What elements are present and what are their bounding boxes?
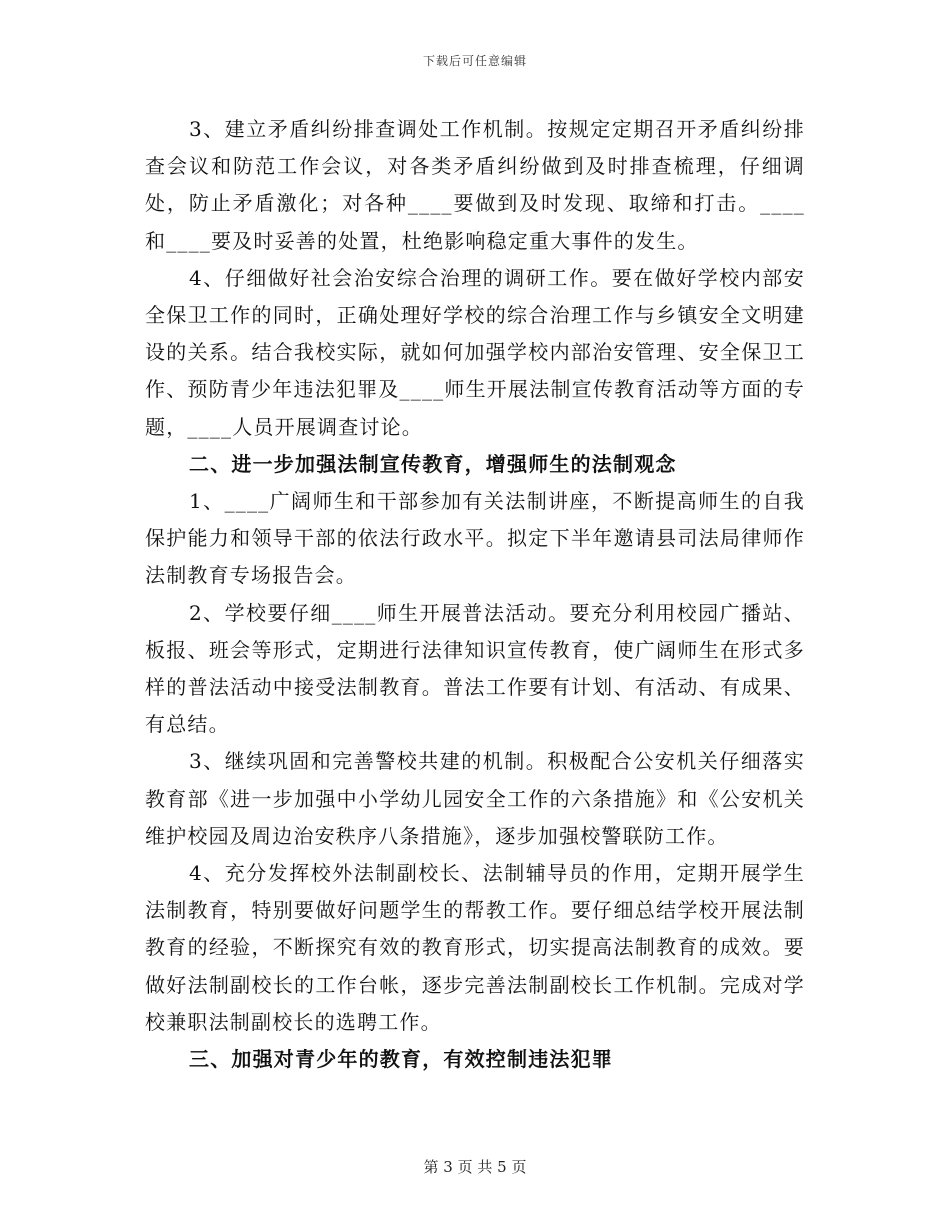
paragraph-4-research-work: 4、仔细做好社会治安综合治理的调研工作。要在做好学校内部安全保卫工作的同时，正确处理好学校的综合治理工作与乡镇安全文明建设的关系。结合我校实际，就如何加强学校内部治安管理、安全保卫工作、预防青少年违法犯罪及____师生开展法制宣传教育活动等方面的专题，____人员开展调查讨论。 — [145, 265, 805, 439]
paragraph-4-vice-principal: 4、充分发挥校外法制副校长、法制辅导员的作用，定期开展学生法制教育，特别要做好问题学生的帮教工作。要仔细总结学校开展法制教育的经验，不断探究有效的教育形式，切实提高法制教育的成效。要做好法制副校长的工作台帐，逐步完善法制副校长工作机制。完成对学校兼职法制副校长的选聘工作。 — [145, 861, 805, 1034]
paragraph-3-police-school: 3、继续巩固和完善警校共建的机制。积极配合公安机关仔细落实教育部《进一步加强中小学幼儿园安全工作的六条措施》和《公安机关维护校园及周边治安秩序八条措施》，逐步加强校警联防工作。 — [145, 749, 805, 848]
section-heading-2: 二、进一步加强法制宣传教育，增强师生的法制观念 — [189, 451, 677, 476]
paragraph-1-law-lectures: 1、____广阔师生和干部参加有关法制讲座，不断提高师生的自我保护能力和领导干部的依法行政水平。拟定下半年邀请县司法局律师作法制教育专场报告会。 — [145, 489, 805, 588]
section-heading-3: 三、加强对青少年的教育，有效控制违法犯罪 — [189, 1047, 613, 1072]
page-header-note: 下载后可任意编辑 — [422, 54, 527, 68]
document-body — [145, 111, 805, 1078]
paragraph-2-legal-education: 2、学校要仔细____师生开展普法活动。要充分利用校园广播站、板报、班会等形式，定期进行法律知识宣传教育，使广阔师生在形式多样的普法活动中接受法制教育。普法工作要有计划、有活动、有成果、有总结。 — [145, 600, 805, 737]
paragraph-3-dispute-mechanism: 3、建立矛盾纠纷排查调处工作机制。按规定定期召开矛盾纠纷排查会议和防范工作会议，对各类矛盾纠纷做到及时排查梳理，仔细调处，防止矛盾激化；对各种____要做到及时发现、取缔和打击。____和____要及时妥善的处置，杜绝影响稳定重大事件的发生。 — [145, 117, 805, 253]
page-number-footer: 第 3 页 共 5 页 — [423, 1158, 527, 1176]
